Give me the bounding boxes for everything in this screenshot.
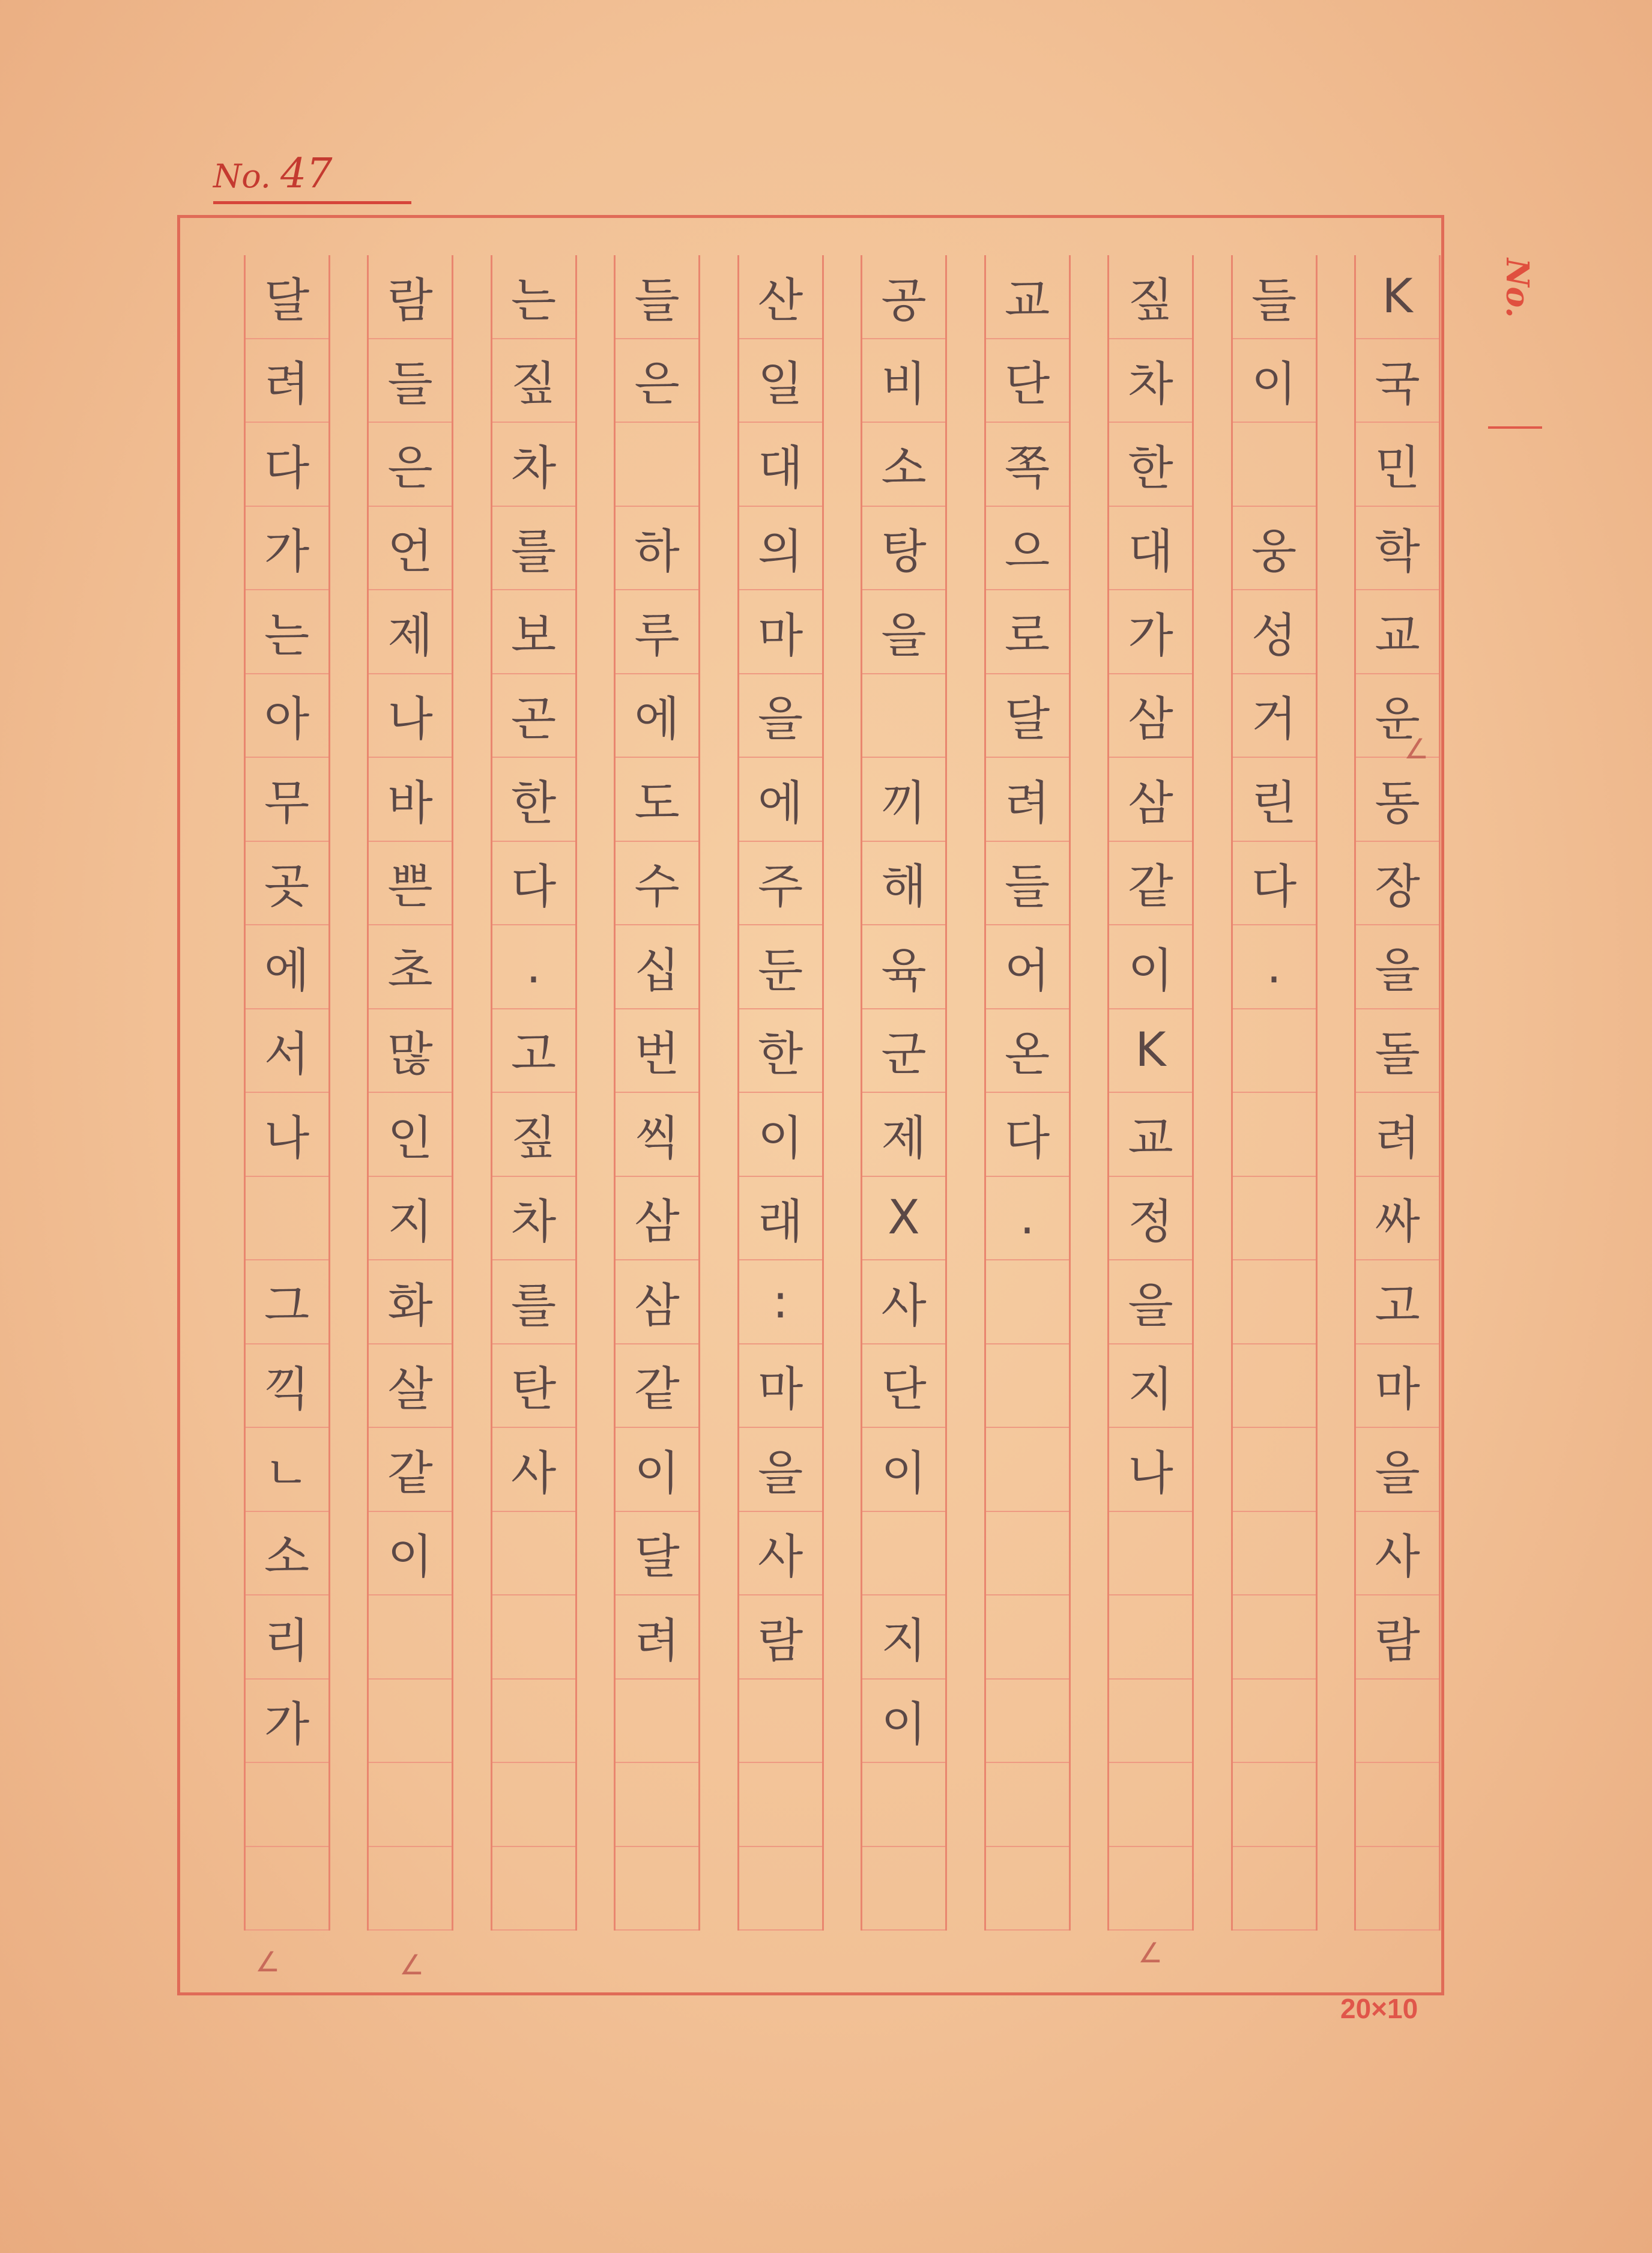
manuscript-cell: 인 (369, 1093, 452, 1177)
manuscript-cell: 정 (1109, 1177, 1192, 1261)
manuscript-cell (1233, 1428, 1316, 1512)
manuscript-cell (1109, 1680, 1192, 1764)
manuscript-cell (246, 1763, 328, 1847)
manuscript-cell: 단 (986, 339, 1069, 423)
manuscript-cell: K (1109, 1009, 1192, 1093)
manuscript-cell: 웅 (1233, 507, 1316, 591)
manuscript-cell: 십 (616, 925, 698, 1009)
manuscript-cell: 다 (492, 842, 575, 926)
manuscript-cell (246, 1177, 328, 1261)
manuscript-cell: 을 (1356, 1428, 1439, 1512)
manuscript-cell: 주 (739, 842, 822, 926)
manuscript-cell: 들 (1233, 255, 1316, 339)
manuscript-cell: 끽 (246, 1344, 328, 1429)
manuscript-cell (1233, 1093, 1316, 1177)
manuscript-cell: 단 (862, 1344, 945, 1429)
manuscript-cell: 로 (986, 590, 1069, 674)
manuscript-cell: 를 (492, 1260, 575, 1344)
manuscript-cell: 을 (739, 1428, 822, 1512)
manuscript-cell: 해 (862, 842, 945, 926)
manuscript-cell: 삼 (1109, 758, 1192, 842)
manuscript-cell: 려 (246, 339, 328, 423)
manuscript-cell (986, 1680, 1069, 1764)
manuscript-cell: 학 (1356, 507, 1439, 591)
manuscript-cell: 삼 (616, 1177, 698, 1261)
manuscript-cell: 이 (862, 1680, 945, 1764)
manuscript-cell: 화 (369, 1260, 452, 1344)
manuscript-cell: 그 (246, 1260, 328, 1344)
manuscript-cell: 교 (1109, 1093, 1192, 1177)
manuscript-cell: 려 (1356, 1093, 1439, 1177)
manuscript-cell (1233, 1344, 1316, 1429)
manuscript-cell (492, 1847, 575, 1931)
manuscript-cell: 의 (739, 507, 822, 591)
manuscript-cell: 쁜 (369, 842, 452, 926)
manuscript-cell: 이 (616, 1428, 698, 1512)
manuscript-cell: 나 (369, 674, 452, 758)
manuscript-cell: 이 (369, 1512, 452, 1596)
manuscript-cell (1233, 1680, 1316, 1764)
manuscript-cell: X (862, 1177, 945, 1261)
manuscript-cell: 민 (1356, 423, 1439, 507)
manuscript-cell (739, 1680, 822, 1764)
manuscript-cell: 지 (862, 1595, 945, 1680)
manuscript-cell: 씩 (616, 1093, 698, 1177)
manuscript-cell (369, 1763, 452, 1847)
manuscript-cell (616, 1847, 698, 1931)
manuscript-cell: 차 (492, 423, 575, 507)
manuscript-cell: 한 (492, 758, 575, 842)
manuscript-cell: 거 (1233, 674, 1316, 758)
manuscript-cell (862, 674, 945, 758)
manuscript-cell: 린 (1233, 758, 1316, 842)
manuscript-cell: 바 (369, 758, 452, 842)
manuscript-column (1107, 255, 1194, 1931)
manuscript-cell: 에 (739, 758, 822, 842)
manuscript-cell (369, 1680, 452, 1764)
manuscript-cell: 려 (616, 1595, 698, 1680)
manuscript-cell: 짚 (492, 339, 575, 423)
manuscript-cell (492, 1512, 575, 1596)
manuscript-cell: 사 (739, 1512, 822, 1596)
manuscript-cell (492, 1595, 575, 1680)
proofmark: ∠ (399, 1949, 425, 1981)
manuscript-cell (1109, 1595, 1192, 1680)
manuscript-cell: 사 (492, 1428, 575, 1512)
manuscript-cell: . (986, 1177, 1069, 1261)
manuscript-cell (986, 1595, 1069, 1680)
manuscript-column (1231, 255, 1318, 1931)
manuscript-cell: 살 (369, 1344, 452, 1429)
manuscript-cell: 람 (1356, 1595, 1439, 1680)
manuscript-cell: . (492, 925, 575, 1009)
manuscript-cell (1233, 1177, 1316, 1261)
manuscript-cell: 는 (246, 590, 328, 674)
manuscript-cell: 을 (1109, 1260, 1192, 1344)
manuscript-column (491, 255, 577, 1931)
manuscript-cell (1356, 1847, 1439, 1931)
manuscript-cell: 다 (1233, 842, 1316, 926)
manuscript-cell: 육 (862, 925, 945, 1009)
manuscript-cell: 대 (739, 423, 822, 507)
manuscript-column (244, 255, 330, 1931)
manuscript-cell: 쪽 (986, 423, 1069, 507)
manuscript-cell (616, 1763, 698, 1847)
grid-size-label: 20×10 (1340, 1993, 1418, 2024)
manuscript-cell (616, 1680, 698, 1764)
manuscript-cell: 람 (739, 1595, 822, 1680)
manuscript-column (1354, 255, 1441, 1931)
manuscript-cell: 교 (1356, 590, 1439, 674)
manuscript-cell: 에 (616, 674, 698, 758)
manuscript-cell (369, 1847, 452, 1931)
manuscript-cell: 제 (862, 1093, 945, 1177)
manuscript-cell: 짚 (492, 1093, 575, 1177)
manuscript-cell: 리 (246, 1595, 328, 1680)
manuscript-cell (492, 1680, 575, 1764)
manuscript-cell (1356, 1763, 1439, 1847)
manuscript-cell (616, 423, 698, 507)
manuscript-cell: 은 (616, 339, 698, 423)
manuscript-cell (986, 1847, 1069, 1931)
manuscript-cell: 둔 (739, 925, 822, 1009)
manuscript-cell: 들 (369, 339, 452, 423)
manuscript-cell: 공 (862, 255, 945, 339)
manuscript-cell: ㄴ (246, 1428, 328, 1512)
manuscript-cell: 사 (1356, 1512, 1439, 1596)
manuscript-cell: 람 (369, 255, 452, 339)
manuscript-cell: 가 (246, 507, 328, 591)
manuscript-cell: 으 (986, 507, 1069, 591)
manuscript-cell (986, 1428, 1069, 1512)
manuscript-cell: 달 (986, 674, 1069, 758)
manuscript-cell: 달 (246, 255, 328, 339)
manuscript-cell: 싸 (1356, 1177, 1439, 1261)
manuscript-cell: 서 (246, 1009, 328, 1093)
manuscript-cell: 어 (986, 925, 1069, 1009)
manuscript-cell: 소 (862, 423, 945, 507)
manuscript-cell (1356, 1680, 1439, 1764)
page-number: No. 47 (213, 147, 411, 204)
manuscript-cell: 이 (1109, 925, 1192, 1009)
manuscript-cell: 를 (492, 507, 575, 591)
manuscript-cell: 이 (862, 1428, 945, 1512)
manuscript-cell: 성 (1233, 590, 1316, 674)
manuscript-cell (1109, 1763, 1192, 1847)
manuscript-cell: 지 (369, 1177, 452, 1261)
manuscript-cell (492, 1763, 575, 1847)
manuscript-column (367, 255, 453, 1931)
manuscript-column (861, 255, 947, 1931)
manuscript-cell (739, 1847, 822, 1931)
manuscript-cell: 같 (616, 1344, 698, 1429)
manuscript-cell (862, 1763, 945, 1847)
manuscript-cell: 언 (369, 507, 452, 591)
manuscript-cell: 제 (369, 590, 452, 674)
manuscript-cell: 차 (492, 1177, 575, 1261)
manuscript-cell (1233, 1512, 1316, 1596)
manuscript-cell: 려 (986, 758, 1069, 842)
manuscript-cell: 대 (1109, 507, 1192, 591)
manuscript-cell: 을 (1356, 925, 1439, 1009)
manuscript-cell: 군 (862, 1009, 945, 1093)
manuscript-cell: 마 (739, 1344, 822, 1429)
manuscript-cell: 도 (616, 758, 698, 842)
manuscript-cell: 동 (1356, 758, 1439, 842)
manuscript-cell (739, 1763, 822, 1847)
manuscript-cell: 수 (616, 842, 698, 926)
manuscript-cell: 곳 (246, 842, 328, 926)
manuscript-cell: 나 (246, 1093, 328, 1177)
manuscript-cell: 루 (616, 590, 698, 674)
manuscript-cell: 무 (246, 758, 328, 842)
manuscript-cell: 장 (1356, 842, 1439, 926)
manuscript-cell: 차 (1109, 339, 1192, 423)
manuscript-cell: 초 (369, 925, 452, 1009)
manuscript-cell: 번 (616, 1009, 698, 1093)
manuscript-cell: 운 (1356, 674, 1439, 758)
manuscript-cell (1233, 1595, 1316, 1680)
manuscript-cell: K (1356, 255, 1439, 339)
manuscript-cell: 사 (862, 1260, 945, 1344)
manuscript-cell: 온 (986, 1009, 1069, 1093)
manuscript-cell (1233, 1260, 1316, 1344)
right-margin-number-field: No. (1488, 234, 1542, 429)
manuscript-cell: . (1233, 925, 1316, 1009)
manuscript-cell: 산 (739, 255, 822, 339)
manuscript-cell: 돌 (1356, 1009, 1439, 1093)
manuscript-cell (1109, 1847, 1192, 1931)
manuscript-cell: 비 (862, 339, 945, 423)
manuscript-cell: 다 (986, 1093, 1069, 1177)
manuscript-cell: 많 (369, 1009, 452, 1093)
manuscript-cell: 한 (1109, 423, 1192, 507)
manuscript-cell: 보 (492, 590, 575, 674)
manuscript-cell: 마 (1356, 1344, 1439, 1429)
manuscript-cell: 한 (739, 1009, 822, 1093)
manuscript-cell: 소 (246, 1512, 328, 1596)
manuscript-cell (986, 1344, 1069, 1429)
proofmark: ∠ (1138, 1937, 1163, 1969)
manuscript-cell: 에 (246, 925, 328, 1009)
manuscript-cell: 들 (986, 842, 1069, 926)
manuscript-cell: 을 (739, 674, 822, 758)
manuscript-cell: 탄 (492, 1344, 575, 1429)
manuscript-cell: 는 (492, 255, 575, 339)
manuscript-cell (986, 1260, 1069, 1344)
manuscript-cell (1233, 1009, 1316, 1093)
manuscript-cell: 끼 (862, 758, 945, 842)
manuscript-cell: 가 (246, 1680, 328, 1764)
manuscript-cell: 삼 (616, 1260, 698, 1344)
manuscript-cell: 이 (1233, 339, 1316, 423)
manuscript-column (984, 255, 1071, 1931)
manuscript-cell (1109, 1512, 1192, 1596)
manuscript-cell: 고 (1356, 1260, 1439, 1344)
manuscript-cell: 일 (739, 339, 822, 423)
proofmark: ∠ (1404, 733, 1429, 765)
manuscript-cell: 삼 (1109, 674, 1192, 758)
manuscript-cell: 이 (739, 1093, 822, 1177)
manuscript-cell: 하 (616, 507, 698, 591)
manuscript-cell (986, 1763, 1069, 1847)
manuscript-column (737, 255, 824, 1931)
proofmark: ∠ (255, 1946, 280, 1978)
manuscript-cell (1233, 423, 1316, 507)
manuscript-cell: 아 (246, 674, 328, 758)
manuscript-cell: 들 (616, 255, 698, 339)
manuscript-cell (246, 1847, 328, 1931)
manuscript-cell: 다 (246, 423, 328, 507)
manuscript-cell (862, 1847, 945, 1931)
manuscript-cell: 지 (1109, 1344, 1192, 1429)
manuscript-cell: 은 (369, 423, 452, 507)
manuscript-cell: 고 (492, 1009, 575, 1093)
manuscript-cell: 짚 (1109, 255, 1192, 339)
manuscript-cell: 래 (739, 1177, 822, 1261)
manuscript-cell: 곤 (492, 674, 575, 758)
manuscript-cell: 국 (1356, 339, 1439, 423)
manuscript-cell (986, 1512, 1069, 1596)
manuscript-cell (369, 1595, 452, 1680)
manuscript-cell (862, 1512, 945, 1596)
manuscript-cell: 교 (986, 255, 1069, 339)
manuscript-cell: 같 (369, 1428, 452, 1512)
manuscript-cell: 나 (1109, 1428, 1192, 1512)
manuscript-cell (1233, 1847, 1316, 1931)
manuscript-column (614, 255, 700, 1931)
manuscript-cell: 달 (616, 1512, 698, 1596)
manuscript-cell: 가 (1109, 590, 1192, 674)
manuscript-cell: 같 (1109, 842, 1192, 926)
manuscript-cell: 을 (862, 590, 945, 674)
manuscript-cell: 마 (739, 590, 822, 674)
manuscript-cell: : (739, 1260, 822, 1344)
manuscript-cell: 탕 (862, 507, 945, 591)
manuscript-cell (1233, 1763, 1316, 1847)
